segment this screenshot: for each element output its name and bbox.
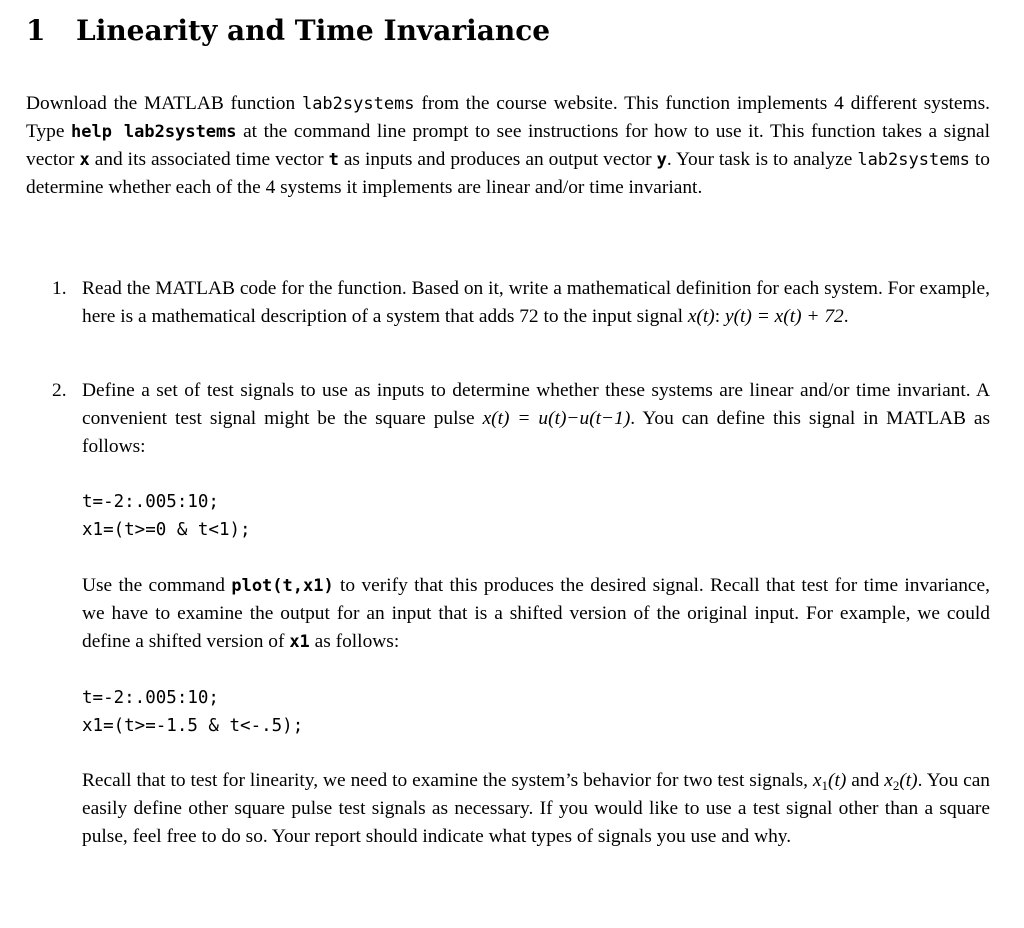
math-subscript: 1 [821,778,829,793]
code-line: t=-2:.005:10; [82,688,219,708]
output-vector-code: y [656,150,667,170]
intro-paragraph [26,90,990,202]
function-name-code: lab2systems [857,150,970,170]
function-name-code: lab2systems [301,94,415,114]
item-text: . You can define this signal in MATLAB as follows: [82,408,990,457]
math-symbol: x [884,770,893,791]
math-expression: y(t) = x(t) + 72 [724,306,844,327]
plot-command-code: plot(t,x1) [231,576,334,596]
variable-code: x1 [289,632,310,652]
math-symbol: x [812,770,822,791]
intro-text: Download the MATLAB function [26,93,302,114]
item-text: Recall that to test for linearity, we need to examine the system’s behavior for two test signals, [82,770,813,791]
item-2-paragraph-3 [82,767,990,851]
code-line: x1=(t>=-1.5 & t<-.5); [82,716,304,736]
math-subscript: 2 [892,778,900,793]
list-item-1 [82,275,990,331]
math-argument: (t) [899,770,918,791]
item-2-paragraph-2 [82,572,990,656]
item-text: Define a set of test signals to use as inputs to determine whether these systems are linear and/or time invariant. A convenient test signal might be the square pulse [82,380,990,429]
section-title: Linearity and Time Invariance [76,14,551,47]
section-heading [26,14,550,47]
intro-text: as inputs and produces an output vector [338,149,657,170]
item-text: . You can easily define other square pulse test signals as necessary. If you would like to use a test signal other than a square pulse, feel free to do so. Your report should indicate what types of signals you use and why. [82,770,990,847]
code-line: t=-2:.005:10; [82,492,219,512]
item-text: to verify that this produces the desired signal. Recall that test for time invariance, we have to examine the output for an input that is a shifted version of the original input. For example, we could define a shifted version of [82,575,990,652]
math-expression: x(t) = u(t)−u(t−1) [482,408,631,429]
intro-text: to determine whether each of the 4 systems it implements are linear and/or time invariant. [26,149,990,198]
item-text: and [846,770,885,791]
item-text: Read the MATLAB code for the function. Based on it, write a mathematical definition for each system. For example, here is a mathematical description of a system that adds 72 to the input signal [82,278,990,327]
time-vector-code: t [328,150,339,170]
item-text: . [843,306,849,327]
list-item-number: 1. [52,278,67,299]
math-expression: x(t) [687,306,715,327]
list-item-number: 2. [52,380,67,401]
intro-text: . Your task is to analyze [666,149,858,170]
item-text: as follows: [309,631,400,652]
code-block-2 [82,684,303,740]
code-block-1 [82,488,251,544]
signal-vector-code: x [79,150,90,170]
math-x2 [884,770,917,791]
math-x1 [813,770,846,791]
help-command-code: help lab2systems [71,122,237,142]
item-text: Use the command [82,575,232,596]
intro-text: and its associated time vector [89,149,329,170]
list-item-2 [82,377,990,461]
section-number: 1 [26,14,46,47]
intro-text: from the course website. This function implements 4 different systems. Type [26,93,991,142]
intro-text: at the command line prompt to see instructions for how to use it. This function takes a signal vector [26,121,991,170]
item-text: : [714,306,725,327]
math-argument: (t) [828,770,847,791]
code-line: x1=(t>=0 & t<1); [82,520,251,540]
